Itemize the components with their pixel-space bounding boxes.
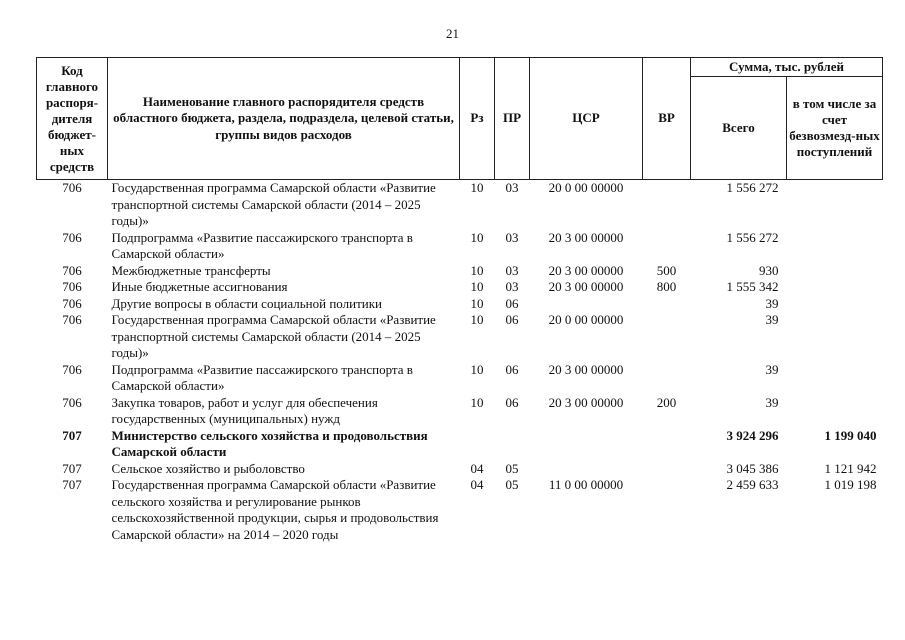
row-free-receipts	[787, 263, 883, 280]
header-sum-group: Сумма, тыс. рублей	[691, 58, 883, 77]
row-csr: 20 0 00 00000	[548, 312, 624, 327]
table-row	[37, 312, 883, 362]
row-total: 1 555 342	[726, 279, 779, 294]
budget-table-body	[37, 180, 883, 544]
row-free-receipts: 1 199 040	[824, 427, 877, 443]
table-row	[37, 428, 883, 461]
row-free-receipts: 1 019 198	[824, 477, 877, 492]
row-rz: 04	[470, 460, 484, 476]
table-row	[37, 362, 883, 395]
row-code: 706	[62, 279, 82, 294]
table-row	[37, 296, 883, 313]
table-row	[37, 477, 883, 543]
row-vr	[643, 362, 691, 395]
row-rz: 10	[470, 361, 484, 377]
row-rz: 10	[470, 229, 484, 245]
table-row	[37, 461, 883, 478]
table-row	[37, 279, 883, 296]
row-total: 1 556 272	[726, 180, 779, 195]
header-name: Наименование главного распорядителя средств областного бюджета, раздела, подраздела, целевой статьи, группы видов расходов	[108, 58, 460, 180]
row-vr: 800	[656, 279, 677, 294]
row-free-receipts	[787, 279, 883, 296]
row-csr	[530, 428, 643, 461]
row-code: 706	[62, 180, 82, 195]
row-pr: 06	[505, 295, 519, 311]
row-name: Межбюджетные трансферты	[111, 262, 271, 278]
row-vr: 200	[656, 394, 677, 410]
row-vr	[643, 180, 691, 230]
table-row	[37, 230, 883, 263]
row-rz: 10	[470, 262, 484, 278]
table-row	[37, 180, 883, 230]
header-total: Всего	[691, 77, 787, 180]
row-pr: 03	[505, 180, 519, 195]
row-csr: 20 3 00 00000	[548, 229, 624, 245]
header-free-receipts: в том числе за счет безвозмезд-ных поступлений	[787, 77, 883, 180]
row-total: 2 459 633	[726, 477, 779, 492]
row-pr	[495, 428, 530, 461]
row-free-receipts	[787, 296, 883, 313]
row-free-receipts	[787, 395, 883, 428]
row-name: Государственная программа Самарской области «Развитие транспортной системы Самарской области (2014 – 2025 годы)»	[111, 312, 436, 360]
row-total: 3 924 296	[726, 427, 779, 443]
row-total: 39	[765, 394, 779, 410]
row-name: Сельское хозяйство и рыболовство	[111, 460, 305, 476]
row-rz: 04	[470, 477, 484, 492]
row-name: Закупка товаров, работ и услуг для обеспечения государственных (муниципальных) нужд	[111, 394, 378, 426]
row-rz: 10	[470, 312, 484, 327]
row-csr	[530, 461, 643, 478]
row-code: 706	[62, 361, 82, 377]
row-rz: 10	[470, 180, 484, 195]
row-name: Государственная программа Самарской области «Развитие транспортной системы Самарской области (2014 – 2025 годы)»	[111, 180, 436, 228]
row-pr: 06	[505, 361, 519, 377]
row-name: Подпрограмма «Развитие пассажирского транспорта в Самарской области»	[111, 229, 413, 261]
row-free-receipts	[787, 180, 883, 230]
row-rz: 10	[470, 295, 484, 311]
row-code: 706	[62, 295, 82, 311]
row-name: Государственная программа Самарской области «Развитие сельского хозяйства и регулирование рынков сельскохозяйственной продукции, сырья и продовольствия Самарской области» на 2014 – 2020 годы	[111, 477, 439, 542]
row-total: 39	[765, 295, 779, 311]
row-name: Другие вопросы в области социальной политики	[111, 295, 382, 311]
row-rz	[460, 428, 495, 461]
row-pr: 03	[505, 262, 519, 278]
row-name: Подпрограмма «Развитие пассажирского транспорта в Самарской области»	[111, 361, 413, 393]
row-pr: 03	[505, 229, 519, 245]
row-csr: 20 3 00 00000	[548, 262, 624, 278]
row-vr	[643, 461, 691, 478]
header-code: Код главного распоря-дителя бюджет-ных средств	[37, 58, 108, 180]
row-code: 707	[62, 427, 82, 443]
row-csr: 11 0 00 00000	[548, 477, 624, 492]
row-csr: 20 3 00 00000	[548, 279, 624, 294]
row-pr: 05	[505, 477, 519, 492]
row-vr	[643, 230, 691, 263]
header-csr: ЦСР	[530, 58, 643, 180]
row-free-receipts	[787, 312, 883, 362]
row-rz: 10	[470, 279, 484, 294]
row-code: 707	[62, 460, 82, 476]
row-csr	[530, 296, 643, 313]
row-total: 1 556 272	[726, 229, 779, 245]
row-total: 930	[759, 262, 779, 278]
row-free-receipts: 1 121 942	[824, 460, 877, 476]
row-pr: 06	[505, 312, 519, 327]
table-row	[37, 395, 883, 428]
budget-table	[36, 57, 883, 543]
row-vr	[643, 312, 691, 362]
row-code: 706	[62, 262, 82, 278]
row-pr: 05	[505, 460, 519, 476]
row-code: 706	[62, 394, 82, 410]
row-vr	[643, 296, 691, 313]
row-csr: 20 3 00 00000	[548, 361, 624, 377]
row-total: 39	[765, 312, 779, 327]
row-csr: 20 0 00 00000	[548, 180, 624, 195]
row-name: Министерство сельского хозяйства и продовольствия Самарской области	[111, 427, 428, 459]
row-total: 39	[765, 361, 779, 377]
header-vr: ВР	[643, 58, 691, 180]
header-rz: Рз	[460, 58, 495, 180]
row-vr	[643, 477, 691, 543]
row-code: 707	[62, 477, 82, 492]
row-vr: 500	[656, 262, 677, 278]
row-pr: 06	[505, 394, 519, 410]
row-name: Иные бюджетные ассигнования	[111, 279, 288, 294]
header-pr: ПР	[495, 58, 530, 180]
page-number: 21	[446, 26, 459, 41]
row-total: 3 045 386	[726, 460, 779, 476]
row-csr: 20 3 00 00000	[548, 394, 624, 410]
row-vr	[643, 428, 691, 461]
row-rz: 10	[470, 394, 484, 410]
table-row	[37, 263, 883, 280]
row-code: 706	[62, 229, 82, 245]
row-free-receipts	[787, 230, 883, 263]
row-free-receipts	[787, 362, 883, 395]
row-code: 706	[62, 312, 82, 327]
row-pr: 03	[505, 279, 519, 294]
